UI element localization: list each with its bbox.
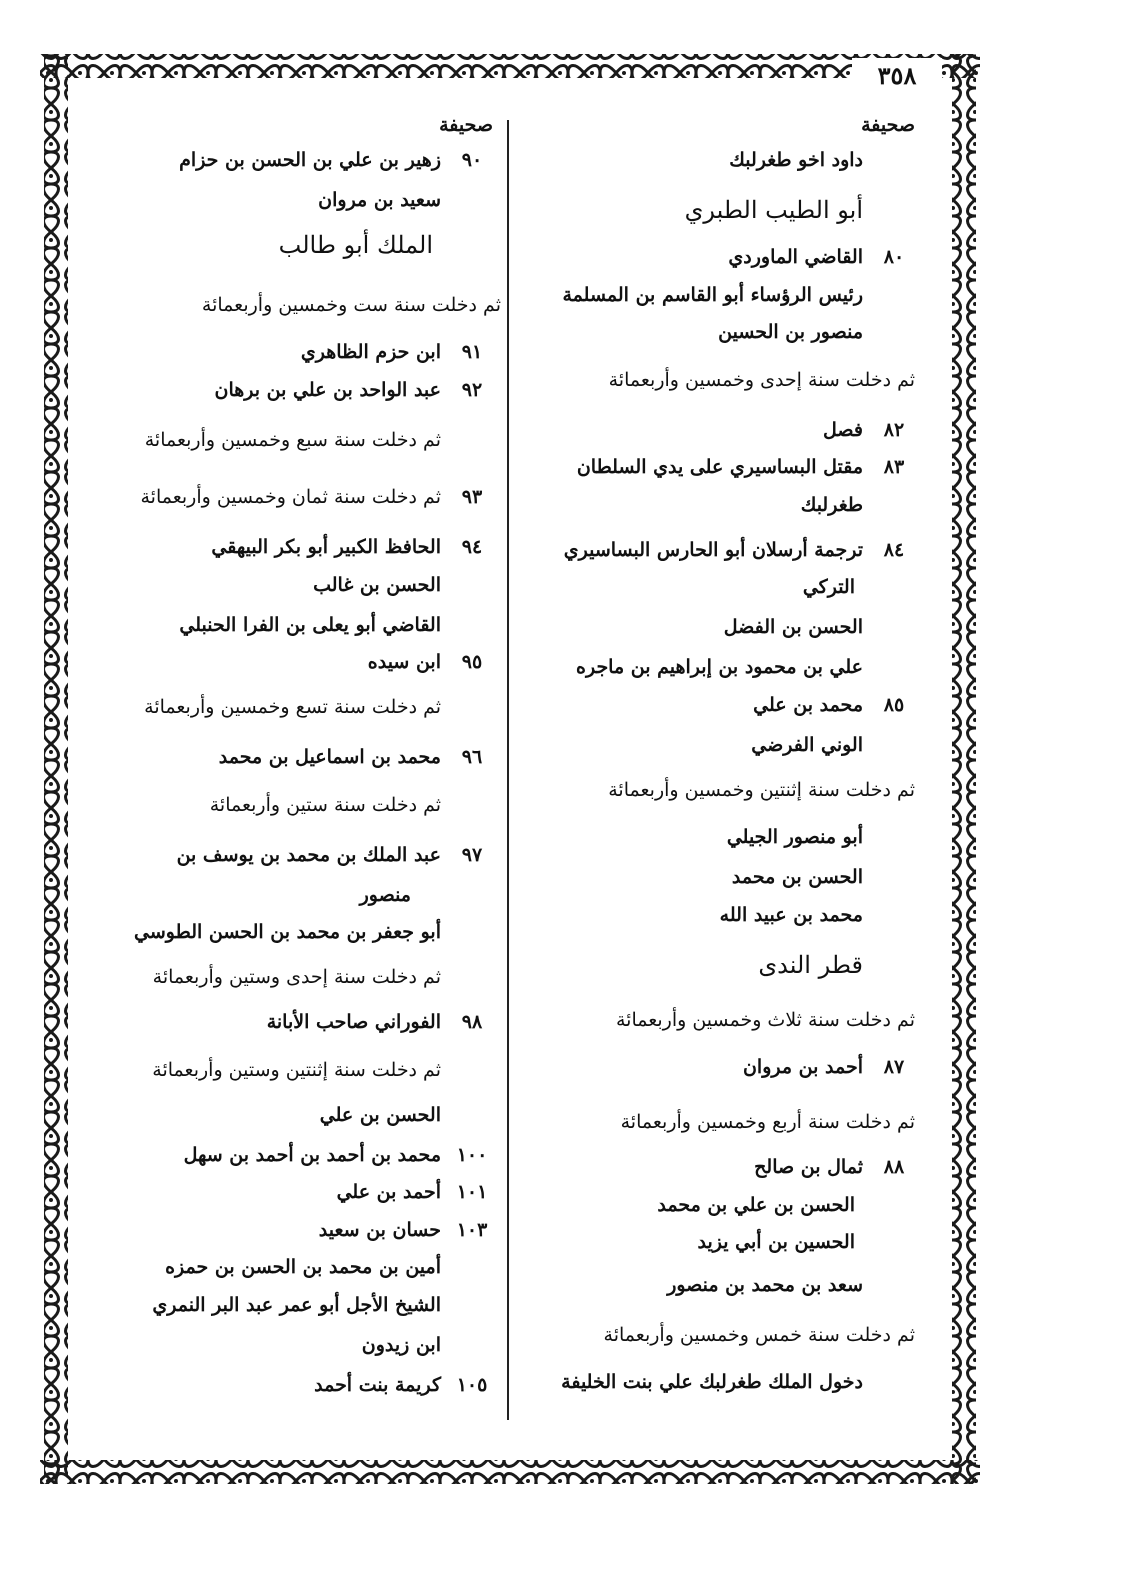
entry-title: الحسن بن محمد	[731, 866, 863, 888]
index-entry	[823, 420, 915, 441]
index-entry	[337, 1182, 493, 1203]
index-entry	[754, 1157, 915, 1178]
index-entry	[561, 1372, 915, 1393]
year-heading: ثم دخلت سنة إحدى وستين وأربعمائة	[152, 966, 441, 988]
index-entry	[368, 652, 493, 673]
entry-title: مقتل البساسيري على يدي السلطان	[576, 456, 863, 478]
entry-title: سعد بن محمد بن منصور	[667, 1274, 863, 1296]
index-entry	[201, 294, 501, 316]
index-entry	[576, 657, 915, 678]
index-entry	[657, 1195, 915, 1216]
entry-title: دخول الملك طغرلبك علي بنت الخليفة	[561, 1371, 863, 1393]
index-entry	[616, 1010, 915, 1031]
entry-title: أبو الطيب الطبري	[684, 196, 863, 224]
index-entry	[319, 1220, 493, 1241]
page-number: ٣٥٨	[852, 58, 942, 94]
index-entry	[621, 1112, 915, 1133]
entry-title: الحسن بن علي بن محمد	[657, 1194, 855, 1216]
year-heading: ثم دخلت سنة خمس وخمسين وأربعمائة	[603, 1324, 915, 1346]
index-entry	[301, 342, 493, 363]
entry-title: فصل	[823, 419, 863, 441]
year-heading: ثم دخلت سنة إثنتين وخمسين وأربعمائة	[608, 779, 915, 801]
entry-title: كريمة بنت أحمد	[314, 1374, 441, 1396]
index-entry	[564, 540, 915, 561]
page-ref-number: ٩٢	[461, 379, 483, 401]
entry-title: أحمد بن علي	[336, 1181, 441, 1203]
index-entry	[145, 430, 493, 451]
index-entry	[279, 232, 493, 258]
index-entry	[563, 285, 916, 306]
page-ref-number: ٩٥	[461, 651, 483, 673]
index-entry	[720, 905, 915, 926]
page-ref-number: ٨٣	[883, 456, 905, 478]
entry-title: أحمد بن مروان	[742, 1056, 863, 1078]
index-entry	[609, 370, 915, 391]
entry-title: الحافظ الكبير أبو بكر البيهقي	[211, 536, 441, 558]
entry-title: داود اخو طغرلبك	[729, 149, 863, 171]
entry-title: ابن سيده	[367, 651, 441, 673]
entry-title: محمد بن اسماعيل بن محمد	[218, 746, 441, 768]
index-entry	[184, 1145, 493, 1166]
entry-title: الحسن بن الفضل	[723, 616, 863, 638]
column-divider	[507, 120, 509, 1420]
entry-title: محمد بن علي	[753, 694, 863, 716]
entry-title: عبد الواحد بن علي بن برهان	[214, 379, 441, 401]
index-entry	[320, 1105, 493, 1126]
index-entry	[604, 1325, 915, 1346]
entry-title: القاضي أبو يعلى بن الفرا الحنبلي	[179, 614, 441, 636]
entry-title: أبو منصور الجيلي	[726, 826, 863, 848]
index-entry	[210, 795, 493, 816]
page-ref-number: ٩٧	[461, 844, 483, 866]
entry-title: الفوراني صاحب الأبانة	[266, 1011, 441, 1033]
index-entry	[179, 150, 493, 171]
entry-title: رئيس الرؤساء أبو القاسم بن المسلمة	[562, 284, 863, 306]
year-heading: ثم دخلت سنة إحدى وخمسين وأربعمائة	[608, 369, 915, 391]
entry-title: التركي	[802, 576, 855, 598]
entry-title: منصور بن الحسين	[718, 321, 863, 343]
page-ref-number: ٩٤	[461, 536, 483, 558]
year-heading: ثم دخلت سنة إثنتين وستين وأربعمائة	[152, 1059, 441, 1081]
year-heading: ثم دخلت سنة تسع وخمسين وأربعمائة	[144, 696, 441, 718]
index-entry	[267, 1012, 493, 1033]
entry-title: أمين بن محمد بن الحسن بن حمزه	[165, 1256, 441, 1278]
index-entry	[140, 487, 493, 508]
index-entry	[751, 735, 915, 756]
index-entry	[724, 617, 915, 638]
index-entry	[743, 1057, 915, 1078]
page-ref-number: ٩٠	[461, 149, 483, 171]
column-header: صحيفة	[439, 114, 493, 136]
index-entry	[758, 952, 915, 978]
entry-title: حسان بن سعيد	[318, 1219, 441, 1241]
index-entry	[215, 380, 494, 401]
entry-title: ابن زيدون	[361, 1334, 441, 1356]
entry-title: منصور	[359, 884, 411, 906]
page-ref-number: ٨٤	[883, 539, 905, 561]
index-entry	[685, 197, 915, 223]
entry-title: علي بن محمود بن إبراهيم بن ماجره	[576, 656, 863, 678]
page-ref-number: ٨٥	[883, 694, 905, 716]
year-heading: ثم دخلت سنة ثلاث وخمسين وأربعمائة	[615, 1009, 915, 1031]
page-ref-number: ٨٠	[883, 246, 905, 268]
entry-title: الحسين بن أبي يزيد	[697, 1231, 855, 1253]
year-heading: ثم دخلت سنة ست وخمسين وأربعمائة	[201, 294, 501, 316]
entry-title: ثمال بن صالح	[754, 1156, 863, 1178]
index-entry	[732, 867, 915, 888]
entry-title: الحسن بن علي	[319, 1104, 441, 1126]
page-ref-number: ٩٨	[461, 1011, 483, 1033]
index-entry	[152, 1060, 493, 1081]
index-entry	[165, 1257, 493, 1278]
index-entry	[144, 697, 493, 718]
page-ref-number: ١٠٣	[456, 1219, 488, 1241]
index-entry	[177, 845, 493, 866]
entry-title: الشيخ الأجل أبو عمر عبد البر النمري	[152, 1294, 441, 1316]
page-ref-number: ٨٧	[883, 1056, 905, 1078]
page-ref-number: ٨٢	[883, 419, 905, 441]
index-entry	[153, 967, 493, 988]
index-column-right	[520, 108, 915, 1393]
index-entry	[362, 1335, 493, 1356]
page-ref-number: ١٠٠	[456, 1144, 488, 1166]
entry-title: الملك أبو طالب	[278, 231, 433, 259]
index-entry	[211, 537, 493, 558]
index-entry	[134, 922, 493, 943]
entry-title: محمد بن عبيد الله	[719, 904, 863, 926]
year-heading: ثم دخلت سنة أربع وخمسين وأربعمائة	[620, 1111, 915, 1133]
index-entry	[801, 495, 915, 516]
index-column-left	[108, 108, 501, 1396]
index-entry	[728, 247, 915, 268]
page-ref-number: ٩٦	[461, 746, 483, 768]
index-entry	[360, 885, 493, 906]
page-ref-number: ٩٣	[461, 486, 483, 508]
index-entry	[718, 322, 915, 343]
index-entry	[152, 1295, 493, 1316]
entry-title: زهير بن علي بن الحسن بن حزام	[179, 149, 441, 171]
year-heading: ثم دخلت سنة ثمان وخمسين وأربعمائة	[140, 486, 441, 508]
index-entry	[313, 575, 493, 596]
year-heading: ثم دخلت سنة ستين وأربعمائة	[209, 794, 441, 816]
index-entry	[697, 1232, 915, 1253]
page-ref-number: ٩١	[461, 341, 483, 363]
entry-title: أبو جعفر بن محمد بن الحسن الطوسي	[134, 921, 441, 943]
page-ref-number: ١٠١	[456, 1181, 488, 1203]
index-entry	[314, 1375, 493, 1396]
index-entry	[727, 827, 915, 848]
index-entry	[753, 695, 915, 716]
entry-title: الوني الفرضي	[751, 734, 863, 756]
year-heading: ثم دخلت سنة سبع وخمسين وأربعمائة	[144, 429, 441, 451]
index-entry	[219, 747, 493, 768]
entry-title: الحسن بن غالب	[313, 574, 441, 596]
index-entry	[179, 615, 493, 636]
entry-title: محمد بن أحمد بن أحمد بن سهل	[183, 1144, 441, 1166]
column-header: صحيفة	[861, 114, 915, 136]
index-entry	[667, 1275, 915, 1296]
entry-title: ابن حزم الظاهري	[300, 341, 441, 363]
index-entry	[577, 457, 915, 478]
entry-title: ترجمة أرسلان أبو الحارس البساسيري	[563, 539, 863, 561]
entry-title: قطر الندى	[758, 951, 863, 979]
page-ref-number: ٨٨	[883, 1156, 905, 1178]
entry-title: القاضي الماوردي	[728, 246, 863, 268]
entry-title: عبد الملك بن محمد بن يوسف بن	[176, 844, 441, 866]
entry-title: طغرلبك	[800, 494, 863, 516]
index-entry	[803, 577, 915, 598]
index-entry	[318, 190, 493, 211]
entry-title: سعيد بن مروان	[318, 189, 441, 211]
index-entry	[729, 150, 915, 171]
page-ref-number: ١٠٥	[456, 1374, 488, 1396]
index-entry	[608, 780, 915, 801]
